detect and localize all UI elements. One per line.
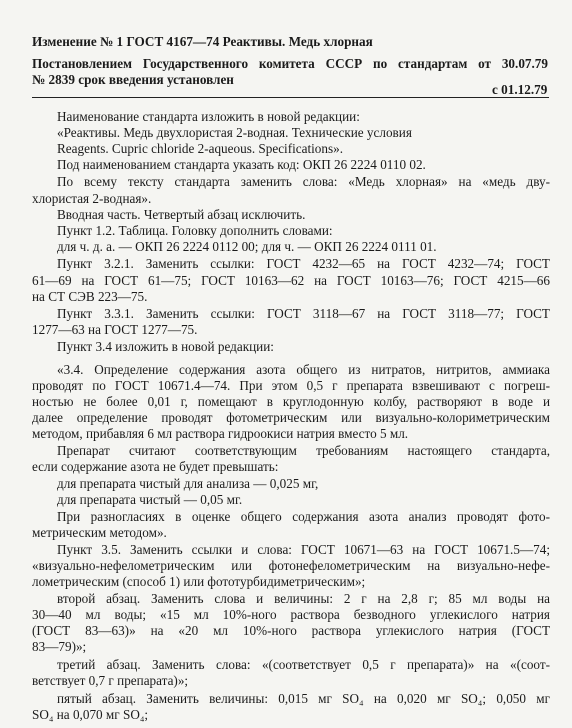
text-line: на СТ СЭВ 223—75. xyxy=(32,289,148,304)
text-line: проводят по ГОСТ 10671.4—74. При этом 0,5 г препарата взвешивают с погреш- xyxy=(32,378,550,393)
text-line: Наименование стандарта изложить в новой редакции: xyxy=(57,109,360,124)
text-line: SO₄ на 0,070 мг SO₄; xyxy=(32,707,149,722)
text-line: второй абзац. Заменить слова и величины: 2 г на 2,8 г; 85 мл воды на xyxy=(57,591,550,606)
text-line: Reagents. Cupric chloride 2-aqueous. Specifications». xyxy=(57,141,344,156)
text-line: хлористая 2-водная». xyxy=(32,191,152,206)
text-line: методом, прибавляя 6 мл раствора гидроокиси натрия вместо 5 мл. xyxy=(32,426,409,441)
text-line: третий абзац. Заменить слова: «(соответствует 0,5 г препарата)» на «(соот- xyxy=(57,657,550,672)
text-line: для ч. д. а. — ОКП 26 2224 0112 00; для ч. — ОКП 26 2224 0111 01. xyxy=(57,239,437,254)
text-line: 1277—63 на ГОСТ 1277—75. xyxy=(32,322,198,337)
amendment-title: Изменение № 1 ГОСТ 4167—74 Реактивы. Медь хлорная xyxy=(32,34,373,49)
text-line: Пункт 3.2.1. Заменить ссылки: ГОСТ 4232—65 на ГОСТ 4232—74; ГОСТ xyxy=(57,256,550,271)
text-line: метрическим методом». xyxy=(32,525,167,540)
text-line: для препарата чистый — 0,05 мг. xyxy=(57,492,243,507)
header-divider xyxy=(32,97,549,98)
text-line: ностью не более 0,01 г, помещают в круглодонную колбу, растворяют в воде и xyxy=(32,394,550,409)
text-line: (ГОСТ 83—63)» на «20 мл 10%-ного раствора углекислого натрия (ГОСТ xyxy=(32,623,550,638)
text-line: «3.4. Определение содержания азота общего из нитратов, нитритов, аммиака xyxy=(57,362,550,377)
text-line: если содержание азота не будет превышать: xyxy=(32,459,279,474)
effective-date: с 01.12.79 xyxy=(492,82,548,97)
text-line: Пункт 3.3.1. Заменить ссылки: ГОСТ 3118—67 на ГОСТ 3118—77; ГОСТ xyxy=(57,306,550,321)
text-line: Пункт 1.2. Таблица. Головку дополнить словами: xyxy=(57,223,333,238)
text-line: По всему тексту стандарта заменить слова: «Медь хлорная» на «медь дву- xyxy=(57,174,550,189)
text-line: 61—69 на ГОСТ 61—75; ГОСТ 10163—62 на ГОСТ 10163—76; ГОСТ 4215—66 xyxy=(32,273,550,288)
text-line: «визуально-нефелометрическим или фотонефелометрическим на визуально-нефе- xyxy=(32,558,550,573)
text-line: При разногласиях в оценке общего содержания азота анализ проводят фото- xyxy=(57,509,550,524)
text-line: «Реактивы. Медь двухлористая 2-водная. Технические условия xyxy=(57,125,412,140)
text-line: Под наименованием стандарта указать код: ОКП 26 2224 0110 02. xyxy=(57,157,426,172)
text-line: Препарат считают соответствующим требованиям настоящего стандарта, xyxy=(57,443,550,458)
text-line: Вводная часть. Четвертый абзац исключить. xyxy=(57,207,306,222)
text-line: Пункт 3.4 изложить в новой редакции: xyxy=(57,339,274,354)
text-line: далее определение проводят фотометрическим или визуально-колориметрическим xyxy=(32,410,550,425)
text-line: 83—79)»; xyxy=(32,639,87,654)
text-line: пятый абзац. Заменить величины: 0,015 мг SO₄ на 0,020 мг SO₄; 0,050 мг xyxy=(57,691,550,706)
text-line: ветствует 0,7 г препарата)»; xyxy=(32,673,189,688)
resolution-line-2: № 2839 срок введения установлен xyxy=(32,72,234,87)
text-line: лометрическим (способ 1) или фототурбидиметрическим»; xyxy=(32,574,366,589)
text-line: 30—40 мл воды; «15 мл 10%-ного раствора безводного углекислого натрия xyxy=(32,607,550,622)
text-line: Пункт 3.5. Заменить ссылки и слова: ГОСТ 10671—63 на ГОСТ 10671.5—74; xyxy=(57,542,550,557)
text-line: для препарата чистый для анализа — 0,025 мг, xyxy=(57,476,319,491)
resolution-line-1: Постановлением Государственного комитета СССР по стандартам от 30.07.79 xyxy=(32,56,548,71)
